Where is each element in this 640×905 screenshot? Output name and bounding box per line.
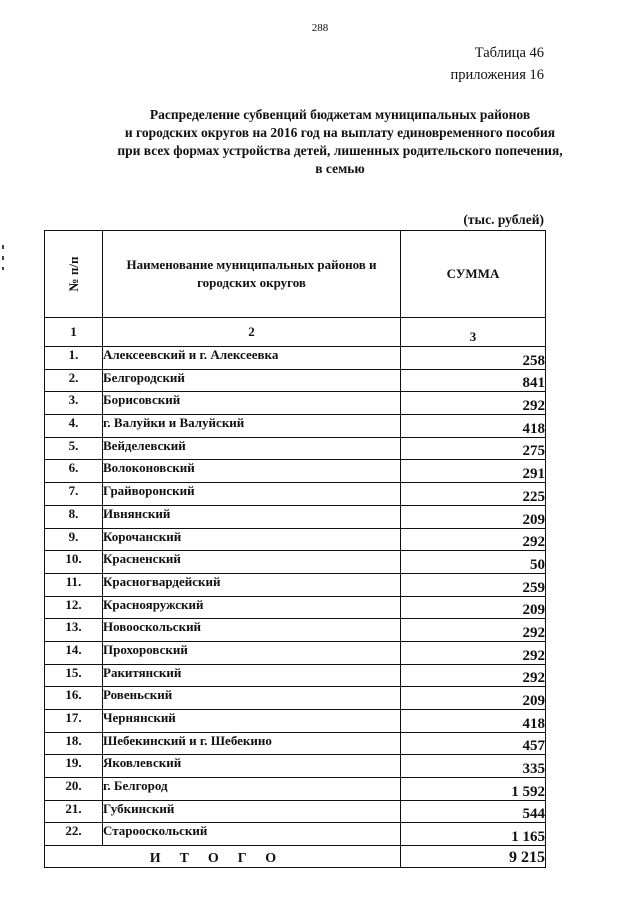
table-reference — [451, 42, 544, 86]
margin-mark — [2, 267, 4, 270]
table-row — [45, 619, 546, 642]
row-number-cell: 1. — [45, 347, 103, 370]
column-number-3: 3 — [401, 318, 546, 347]
district-name-cell: г. Валуйки и Валуйский — [103, 415, 401, 438]
district-name-cell: Краснояружский — [103, 596, 401, 619]
row-number-cell: 21. — [45, 800, 103, 823]
table-row — [45, 664, 546, 687]
district-name-cell: Чернянский — [103, 710, 401, 733]
table-row — [45, 369, 546, 392]
district-name-cell: Вейделевский — [103, 437, 401, 460]
title-line-2: и городских округов на 2016 год на выплату единовременного пособия — [124, 125, 556, 140]
district-name-cell: Красненский — [103, 551, 401, 574]
sum-cell: 1 592 — [401, 778, 546, 801]
sum-cell: 50 — [401, 551, 546, 574]
table-reference-line-1: Таблица 46 — [474, 45, 544, 61]
row-number-cell: 20. — [45, 778, 103, 801]
header-row — [45, 231, 546, 318]
district-name-cell: Губкинский — [103, 800, 401, 823]
row-number-cell: 4. — [45, 415, 103, 438]
total-row — [45, 846, 546, 868]
total-label: ИТОГО — [45, 846, 401, 868]
row-number-cell: 22. — [45, 823, 103, 846]
table-row — [45, 528, 546, 551]
row-number-cell: 5. — [45, 437, 103, 460]
table-row — [45, 483, 546, 506]
row-number-cell: 9. — [45, 528, 103, 551]
document-title — [70, 106, 610, 178]
table-row — [45, 551, 546, 574]
district-name-cell: Старооскольский — [103, 823, 401, 846]
table-row — [45, 596, 546, 619]
row-number-cell: 6. — [45, 460, 103, 483]
table-row — [45, 573, 546, 596]
district-name-cell: Грайворонский — [103, 483, 401, 506]
sum-cell: 259 — [401, 573, 546, 596]
district-name-cell: Ракитянский — [103, 664, 401, 687]
table-reference-line-2: приложения 16 — [450, 67, 544, 83]
district-name-cell: Корочанский — [103, 528, 401, 551]
sum-cell: 841 — [401, 369, 546, 392]
table-row — [45, 687, 546, 710]
row-number-cell: 7. — [45, 483, 103, 506]
table-footer — [45, 846, 546, 868]
sum-cell: 275 — [401, 437, 546, 460]
sum-cell: 292 — [401, 641, 546, 664]
page-number: 288 — [311, 22, 329, 34]
district-name-cell: Борисовский — [103, 392, 401, 415]
sum-cell: 292 — [401, 392, 546, 415]
table-row — [45, 415, 546, 438]
table-row — [45, 505, 546, 528]
row-number-cell: 17. — [45, 710, 103, 733]
sum-cell: 209 — [401, 596, 546, 619]
header-cell-sum: СУММА — [401, 231, 546, 318]
table-row — [45, 732, 546, 755]
margin-mark — [2, 256, 4, 260]
table-row — [45, 460, 546, 483]
table-row — [45, 755, 546, 778]
table-row — [45, 823, 546, 846]
header-number-label: № п/п — [65, 256, 81, 292]
table-header — [45, 231, 546, 347]
row-number-cell: 13. — [45, 619, 103, 642]
table-row — [45, 778, 546, 801]
sum-cell: 209 — [401, 505, 546, 528]
total-sum: 9 215 — [401, 846, 546, 868]
column-number-row — [45, 318, 546, 347]
header-cell-number — [45, 231, 103, 318]
title-line-3: при всех формах устройства детей, лишенных родительского попечения, — [117, 143, 563, 158]
column-number-1: 1 — [45, 318, 103, 347]
sum-cell: 335 — [401, 755, 546, 778]
table-row — [45, 392, 546, 415]
district-name-cell: Алексеевский и г. Алексеевка — [103, 347, 401, 370]
district-name-cell: Прохоровский — [103, 641, 401, 664]
row-number-cell: 2. — [45, 369, 103, 392]
sum-cell: 457 — [401, 732, 546, 755]
sum-cell: 292 — [401, 664, 546, 687]
row-number-cell: 12. — [45, 596, 103, 619]
sum-cell: 291 — [401, 460, 546, 483]
table-row — [45, 800, 546, 823]
sum-cell: 1 165 — [401, 823, 546, 846]
district-name-cell: Шебекинский и г. Шебекино — [103, 732, 401, 755]
table-row — [45, 710, 546, 733]
district-name-cell: г. Белгород — [103, 778, 401, 801]
sum-cell: 209 — [401, 687, 546, 710]
row-number-cell: 3. — [45, 392, 103, 415]
header-cell-name: Наименование муниципальных районов и городских округов — [103, 231, 401, 318]
district-name-cell: Яковлевский — [103, 755, 401, 778]
row-number-cell: 19. — [45, 755, 103, 778]
sum-cell: 544 — [401, 800, 546, 823]
district-name-cell: Новооскольский — [103, 619, 401, 642]
table-row — [45, 641, 546, 664]
row-number-cell: 8. — [45, 505, 103, 528]
sum-cell: 258 — [401, 347, 546, 370]
sum-cell: 225 — [401, 483, 546, 506]
district-name-cell: Белгородский — [103, 369, 401, 392]
row-number-cell: 14. — [45, 641, 103, 664]
title-line-4: в семью — [315, 161, 365, 176]
district-name-cell: Ивнянский — [103, 505, 401, 528]
district-name-cell: Волоконовский — [103, 460, 401, 483]
sum-cell: 418 — [401, 710, 546, 733]
units-label: (тыс. рублей) — [463, 212, 544, 227]
column-number-2: 2 — [103, 318, 401, 347]
district-name-cell: Красногвардейский — [103, 573, 401, 596]
row-number-cell: 18. — [45, 732, 103, 755]
table-row — [45, 437, 546, 460]
table-row — [45, 347, 546, 370]
title-line-1: Распределение субвенций бюджетам муниципальных районов — [149, 107, 531, 122]
sum-cell: 292 — [401, 528, 546, 551]
row-number-cell: 15. — [45, 664, 103, 687]
table-body — [45, 347, 546, 846]
district-name-cell: Ровеньский — [103, 687, 401, 710]
row-number-cell: 11. — [45, 573, 103, 596]
row-number-cell: 10. — [45, 551, 103, 574]
sum-cell: 292 — [401, 619, 546, 642]
sum-cell: 418 — [401, 415, 546, 438]
row-number-cell: 16. — [45, 687, 103, 710]
margin-mark — [2, 245, 4, 249]
subsidy-table — [44, 230, 546, 868]
